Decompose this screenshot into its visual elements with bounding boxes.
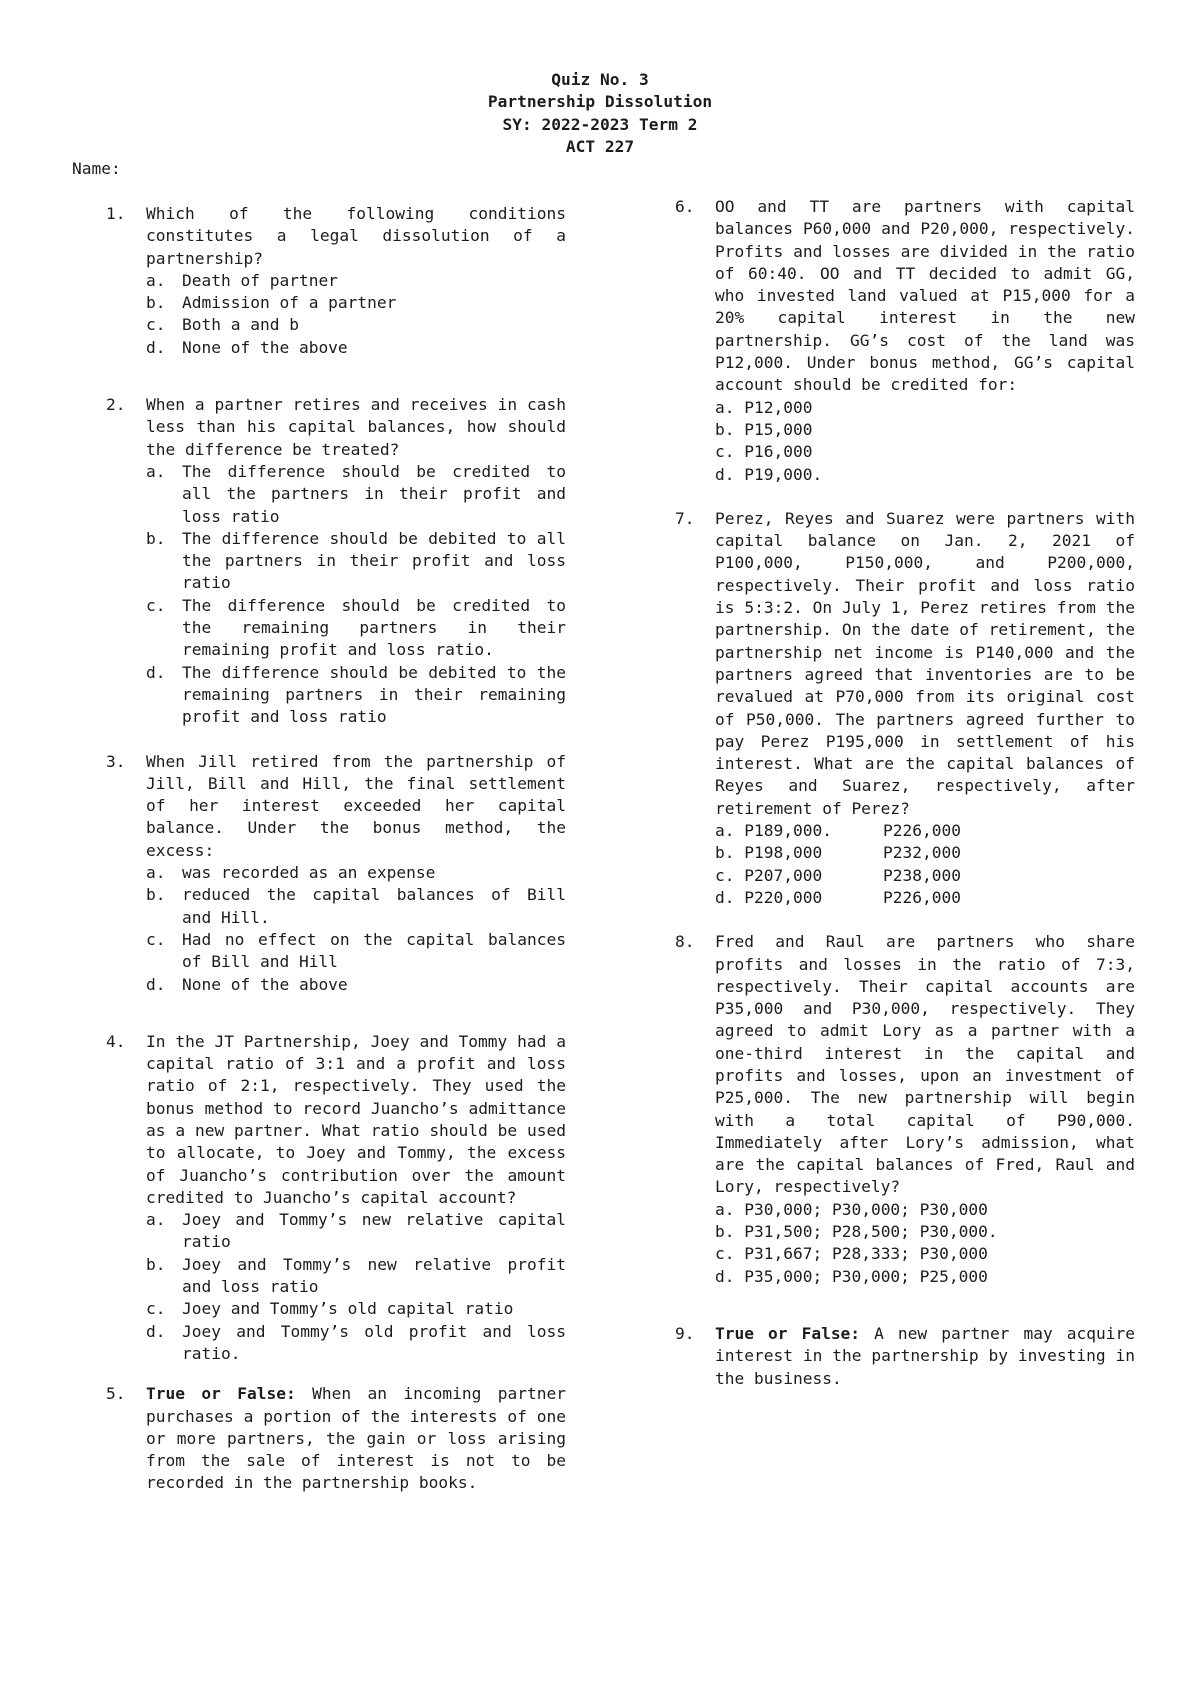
choice-label: b. bbox=[715, 1222, 735, 1242]
choice-b bbox=[715, 419, 1135, 441]
choice-label: d. bbox=[715, 464, 735, 484]
choice-label: c. bbox=[146, 315, 166, 335]
name-label: Name: bbox=[72, 159, 121, 178]
choice-text: was recorded as an expense bbox=[182, 863, 436, 883]
question-number: 9. bbox=[675, 1323, 695, 1343]
choice-label: c. bbox=[715, 1244, 735, 1264]
question-9 bbox=[675, 1323, 1135, 1390]
choice-label: b. bbox=[146, 1254, 166, 1274]
choice-text: The difference should be debited to the remaining partners in their remaining profit and loss ratio bbox=[182, 662, 566, 727]
choice-text: P12,000 bbox=[744, 397, 813, 417]
question-text: When an incoming partner purchases a portion of the interests of one or more partners, the gain or loss arising from the sale of interest is not to be recorded in the partnership books. bbox=[146, 1384, 566, 1493]
choice-text: P220,000 bbox=[744, 887, 823, 907]
choice-c bbox=[146, 595, 566, 662]
choice-label: b. bbox=[715, 419, 735, 439]
choice-b bbox=[146, 528, 566, 595]
choice-d bbox=[715, 1266, 1135, 1288]
choice-b bbox=[715, 842, 1135, 864]
question-number: 4. bbox=[106, 1031, 126, 1051]
choice-c bbox=[715, 865, 1135, 887]
choice-a bbox=[146, 862, 566, 884]
question-stem: In the JT Partnership, Joey and Tommy had a capital ratio of 3:1 and a profit and loss ratio of 2:1, respectively. They used the bonus method to record Juancho’s admittance as a new partner. What ratio should be used to allocate, to Joey and Tommy, the excess of Juancho’s contribution over the amount credited to Juancho’s capital account? bbox=[146, 1031, 566, 1207]
choice-label: c. bbox=[715, 865, 735, 885]
question-6 bbox=[675, 196, 1135, 486]
choice-text: P19,000. bbox=[744, 464, 823, 484]
choice-label: d. bbox=[146, 1321, 166, 1341]
question-number: 1. bbox=[106, 204, 126, 223]
choice-label: b. bbox=[146, 528, 166, 548]
question-stem: When a partner retires and receives in cash less than his capital balances, how should the difference be treated? bbox=[146, 395, 566, 459]
choice-d bbox=[715, 464, 1135, 486]
choice-text: Both a and b bbox=[182, 315, 299, 335]
choice-label: c. bbox=[715, 442, 735, 462]
choice-b bbox=[146, 884, 566, 929]
question-5 bbox=[106, 1383, 566, 1494]
choice-text: Joey and Tommy’s new relative capital ratio bbox=[182, 1210, 566, 1252]
choice-label: b. bbox=[146, 885, 166, 905]
choice-text-2: P232,000 bbox=[883, 843, 961, 863]
true-false-label: True or False: bbox=[146, 1384, 296, 1404]
choice-label: a. bbox=[146, 270, 166, 290]
question-stem: When Jill retired from the partnership of Jill, Bill and Hill, the final settlement of her interest exceeded her capital balance. Under the bonus method, the excess: bbox=[146, 751, 566, 860]
choice-d bbox=[146, 974, 566, 996]
choice-text: Admission of a partner bbox=[182, 293, 397, 313]
question-2 bbox=[106, 394, 566, 728]
choice-label: d. bbox=[715, 887, 735, 907]
choice-text: None of the above bbox=[182, 337, 348, 357]
choice-text-2: P238,000 bbox=[883, 865, 961, 885]
choice-a bbox=[146, 270, 566, 292]
choice-label: a. bbox=[715, 821, 735, 841]
choice-text: P31,667; P28,333; P30,000 bbox=[744, 1244, 988, 1264]
choice-text: P16,000 bbox=[744, 442, 813, 462]
choice-label: b. bbox=[715, 843, 735, 863]
choice-d bbox=[146, 1321, 566, 1366]
quiz-subtitle: Partnership Dissolution bbox=[487, 92, 713, 112]
choice-text: P207,000 bbox=[744, 865, 823, 885]
choice-text: P198,000 bbox=[744, 843, 823, 863]
question-4 bbox=[106, 1031, 566, 1365]
question-stem bbox=[146, 1383, 566, 1494]
choice-text: Joey and Tommy’s new relative profit and loss ratio bbox=[182, 1254, 566, 1297]
choice-text: reduced the capital balances of Bill and Hill. bbox=[182, 885, 566, 927]
choice-label: d. bbox=[146, 974, 166, 994]
choice-text: P30,000; P30,000; P30,000 bbox=[744, 1199, 988, 1219]
question-stem: Fred and Raul are partners who share profits and losses in the ratio of 7:3, respectively. Their capital accounts are P35,000 and P30,000, respectively. They agreed to admit Lory as a partner with a one-third interest in the capital and profits and losses, upon an investment of P25,000. The new partnership will begin with a total capital of P90,000. Immediately after Lory’s admission, what are the capital balances of Fred, Raul and Lory, respectively? bbox=[715, 932, 1135, 1197]
question-stem: Perez, Reyes and Suarez were partners with capital balance on Jan. 2, 2021 of P100,000, P150,000, and P200,000, respectively. Their profit and loss ratio is 5:3:2. On July 1, Perez retires from the partnership. On the date of retirement, the partnership net income is P140,000 and the partners agreed that inventories are to be revalued at P70,000 from its original cost of P50,000. The partners agreed further to pay Perez P195,000 in settlement of his interest. What are the capital balances of Reyes and Suarez, respectively, after retirement of Perez? bbox=[715, 508, 1135, 818]
question-7 bbox=[675, 508, 1135, 909]
choice-a bbox=[146, 461, 566, 528]
choice-text-2: P226,000 bbox=[883, 821, 961, 841]
right-column bbox=[675, 196, 1135, 1390]
choice-label: c. bbox=[146, 595, 166, 615]
question-number: 3. bbox=[106, 751, 126, 771]
question-1 bbox=[106, 203, 566, 359]
choice-a bbox=[715, 397, 1135, 419]
choice-text: Joey and Tommy’s old profit and loss ratio. bbox=[182, 1321, 566, 1363]
question-text: A new partner may acquire interest in the partnership by investing in the business. bbox=[715, 1323, 1135, 1388]
choice-a bbox=[146, 1209, 566, 1254]
choice-c bbox=[146, 1298, 566, 1320]
question-stem: Which of the following conditions constitutes a legal dissolution of a partnership? bbox=[146, 204, 566, 268]
choice-c bbox=[715, 441, 1135, 463]
choice-c bbox=[146, 314, 566, 336]
choice-c bbox=[715, 1243, 1135, 1265]
question-number: 5. bbox=[106, 1384, 126, 1404]
question-number: 8. bbox=[675, 932, 695, 952]
quiz-header bbox=[0, 69, 1200, 158]
choice-d bbox=[715, 887, 1135, 909]
choice-label: c. bbox=[146, 929, 166, 949]
choice-text: P31,500; P28,500; P30,000. bbox=[744, 1222, 998, 1242]
choice-label: a. bbox=[146, 461, 166, 481]
choice-label: d. bbox=[146, 337, 166, 357]
choice-a bbox=[715, 820, 1135, 842]
choice-text: None of the above bbox=[182, 974, 348, 994]
choice-text: Had no effect on the capital balances of Bill and Hill bbox=[182, 929, 566, 972]
choice-a bbox=[715, 1199, 1135, 1221]
choice-c bbox=[146, 929, 566, 974]
question-3 bbox=[106, 751, 566, 996]
left-column bbox=[106, 203, 566, 1495]
school-year: SY: 2022-2023 Term 2 bbox=[502, 114, 698, 134]
choice-label: a. bbox=[146, 863, 166, 883]
question-number: 6. bbox=[675, 197, 695, 216]
choice-label: d. bbox=[715, 1266, 735, 1286]
choice-d bbox=[146, 337, 566, 359]
question-stem bbox=[715, 1323, 1135, 1390]
true-false-label: True or False: bbox=[715, 1323, 861, 1343]
choice-label: a. bbox=[146, 1210, 166, 1230]
choice-text: P35,000; P30,000; P25,000 bbox=[744, 1266, 988, 1286]
choice-text: The difference should be credited to all the partners in their profit and loss ratio bbox=[182, 461, 566, 526]
course-code: ACT 227 bbox=[565, 136, 635, 156]
choice-text: P15,000 bbox=[744, 419, 813, 439]
choice-label: a. bbox=[715, 397, 735, 417]
choice-text: The difference should be debited to all the partners in their profit and loss ratio bbox=[182, 528, 566, 593]
question-number: 7. bbox=[675, 508, 695, 528]
choice-b bbox=[715, 1221, 1135, 1243]
choice-b bbox=[146, 1254, 566, 1299]
choice-text: Death of partner bbox=[182, 270, 338, 290]
question-stem: OO and TT are partners with capital balances P60,000 and P20,000, respectively. Profits and losses are divided in the ratio of 60:40. OO and TT decided to admit GG, who invested land valued at P15,000 for a 20% capital interest in the new partnership. GG’s cost of the land was P12,000. Under bonus method, GG’s capital account should be credited for: bbox=[715, 197, 1135, 395]
choice-label: d. bbox=[146, 662, 166, 682]
choice-text: P189,000. bbox=[744, 821, 832, 841]
choice-text: Joey and Tommy’s old capital ratio bbox=[182, 1299, 514, 1319]
choice-d bbox=[146, 662, 566, 729]
choice-label: b. bbox=[146, 293, 166, 313]
quiz-title: Quiz No. 3 bbox=[551, 70, 649, 89]
choice-text: The difference should be credited to the remaining partners in their remaining profit and loss ratio. bbox=[182, 595, 566, 660]
question-number: 2. bbox=[106, 395, 126, 415]
choice-text-2: P226,000 bbox=[883, 887, 961, 907]
choice-label: c. bbox=[146, 1299, 166, 1319]
choice-label: a. bbox=[715, 1199, 735, 1219]
question-8 bbox=[675, 931, 1135, 1288]
choice-b bbox=[146, 292, 566, 314]
